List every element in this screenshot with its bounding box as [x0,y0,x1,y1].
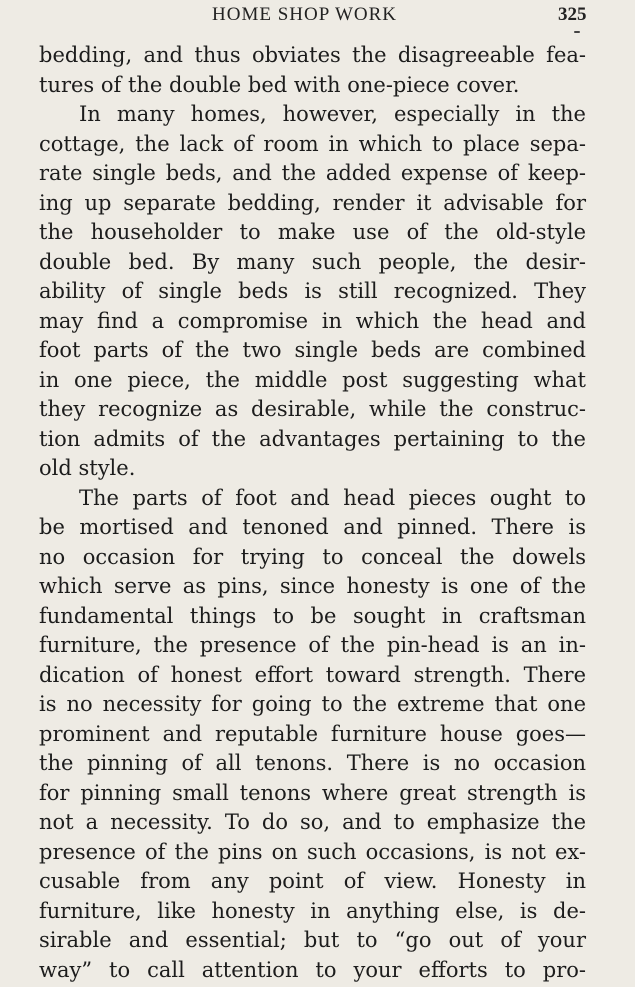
text-line: ability of single beds is still recognized. They [39,279,586,303]
body-text [39,41,586,985]
text-line: the pinning of all tenons. There is no occasion [39,751,586,775]
page-number: 325 [558,4,587,25]
text-line: no occasion for trying to conceal the dowels [39,544,586,569]
text-line: foot parts of the two single beds are combined [39,338,586,362]
paragraph-start-line: In many homes, however, especially in the [79,102,586,126]
paragraph-start-line: The parts of foot and head pieces ought to [79,485,586,510]
text-line: which serve as pins, since honesty is one of the [39,574,586,598]
text-line: they recognize as desirable, while the construc- [39,397,586,421]
text-line: be mortised and tenoned and pinned. There is [39,515,586,539]
text-line: fundamental things to be sought in craftsman [39,603,586,628]
text-line: tion admits of the advantages pertaining to the [39,426,586,451]
text-line: cottage, the lack of room in which to place sepa- [39,131,586,156]
text-line: prominent and reputable furniture house goes— [39,721,586,746]
text-line: the householder to make use of the old-style [39,220,586,244]
text-line: tures of the double bed with one-piece cover. [39,72,520,97]
text-line: for pinning small tenons where great strength is [39,780,586,805]
text-line: furniture, like honesty in anything else, is de- [39,898,586,923]
text-line: cusable from any point of view. Honesty in [39,869,586,893]
text-line: way” to call attention to your efforts to pro- [39,957,586,982]
text-line: ing up separate bedding, render it advisable for [39,190,586,215]
text-line: sirable and essential; but to “go out of your [39,928,586,952]
text-line: is no necessity for going to the extreme that one [39,692,586,716]
text-line: rate single beds, and the added expense of keep- [39,161,586,185]
text-line: furniture, the presence of the pin-head is an in- [39,633,586,657]
ink-speck [574,31,580,33]
text-line: bedding, and thus obviates the disagreeable fea- [39,43,586,67]
running-title: HOME SHOP WORK [212,4,398,25]
text-line: double bed. By many such people, the desir- [39,249,586,274]
text-line: presence of the pins on such occasions, is not ex- [39,839,586,864]
text-line: dication of honest effort toward strength. There [39,662,586,687]
text-line: old style. [39,456,136,480]
text-line: not a necessity. To do so, and to emphasize the [39,810,586,834]
text-line: in one piece, the middle post suggesting what [39,367,586,392]
text-line: may find a compromise in which the head and [39,308,586,333]
running-head [0,4,635,28]
